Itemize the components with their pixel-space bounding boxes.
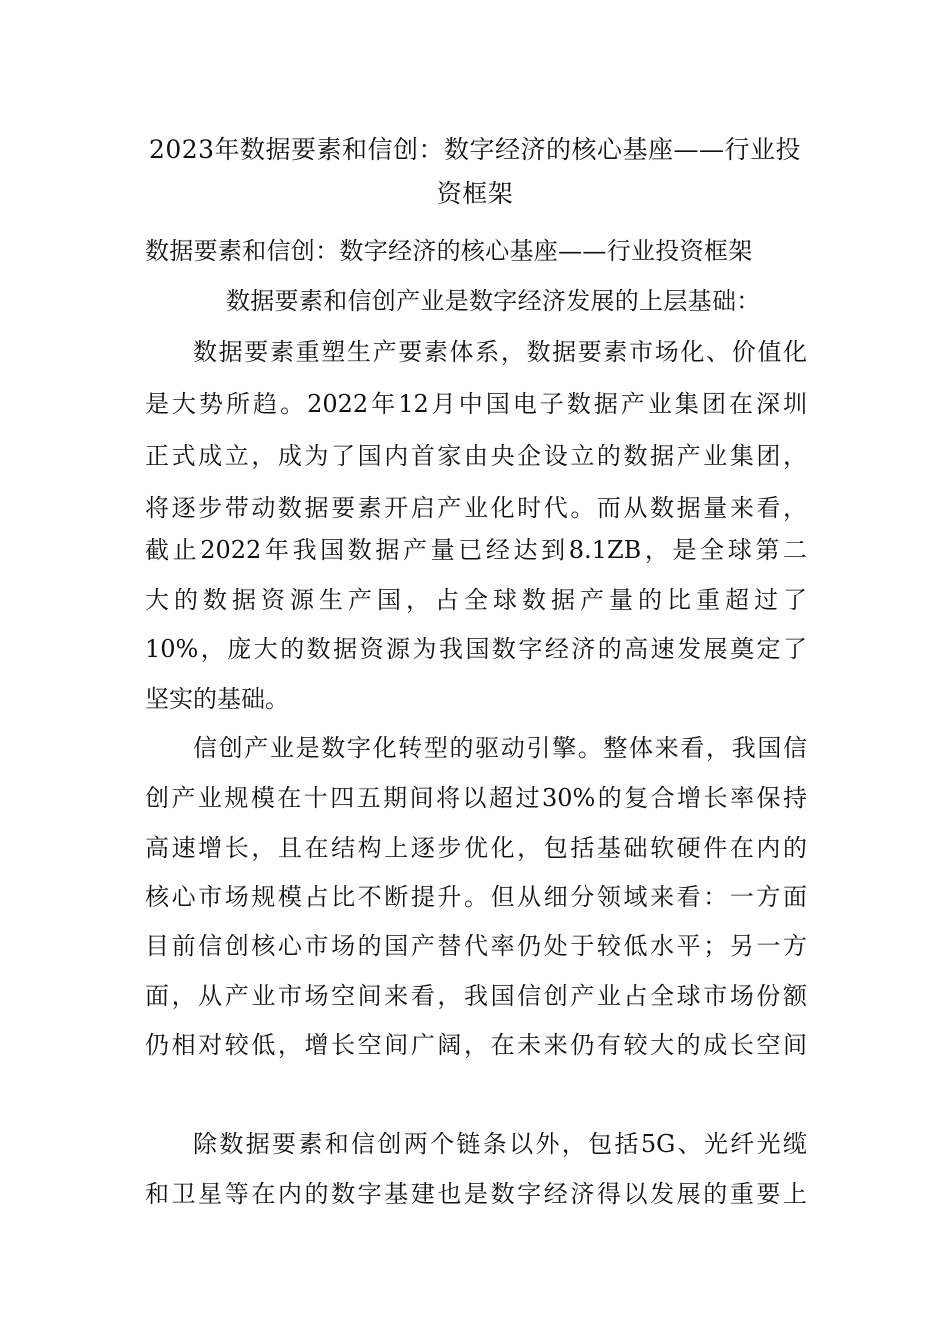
paragraph-2-line-3: 高速增长，且在结构上逐步优化，包括基础软硬件在内的 [145, 834, 807, 862]
paragraph-2-line-5: 目前信创核心市场的国产替代率仍处于较低水平；另一方 [145, 932, 807, 960]
section-heading: 数据要素和信创产业是数字经济发展的上层基础： [226, 287, 761, 315]
paragraph-1-line-1: 数据要素重塑生产要素体系，数据要素市场化、价值化 [193, 338, 807, 366]
paragraph-1-line-7: 10%，庞大的数据资源为我国数字经济的高速发展奠定了 [145, 635, 807, 663]
paragraph-1-line-3: 正式成立，成为了国内首家由央企设立的数据产业集团， [145, 442, 807, 470]
document-subtitle: 数据要素和信创：数字经济的核心基座——行业投资框架 [145, 237, 753, 265]
paragraph-3-line-2: 和卫星等在内的数字基建也是数字经济得以发展的重要上 [145, 1180, 807, 1208]
paragraph-1-line-4: 将逐步带动数据要素开启产业化时代。而从数据量来看， [145, 494, 807, 522]
paragraph-1-line-8: 坚实的基础。 [145, 685, 289, 713]
paragraph-1-line-2: 是大势所趋。2022年12月中国电子数据产业集团在深圳 [145, 390, 807, 418]
paragraph-1-line-5: 截止2022年我国数据产量已经达到8.1ZB，是全球第二 [145, 536, 807, 564]
paragraph-2-line-6: 面，从产业市场空间来看，我国信创产业占全球市场份额 [145, 982, 807, 1010]
paragraph-2-line-2: 创产业规模在十四五期间将以超过30%的复合增长率保持 [145, 784, 807, 812]
paragraph-2-line-1: 信创产业是数字化转型的驱动引擎。整体来看，我国信 [193, 734, 807, 762]
paragraph-2-line-4: 核心市场规模占比不断提升。但从细分领域来看：一方面 [145, 883, 807, 911]
paragraph-1-line-6: 大的数据资源生产国，占全球数据产量的比重超过了 [145, 586, 807, 614]
paragraph-3-line-1: 除数据要素和信创两个链条以外，包括5G、光纤光缆 [193, 1130, 807, 1158]
paragraph-2-line-7: 仍相对较低，增长空间广阔，在未来仍有较大的成长空间 [145, 1031, 807, 1059]
document-title: 2023年数据要素和信创：数字经济的核心基座——行业投资框架 [148, 135, 802, 208]
